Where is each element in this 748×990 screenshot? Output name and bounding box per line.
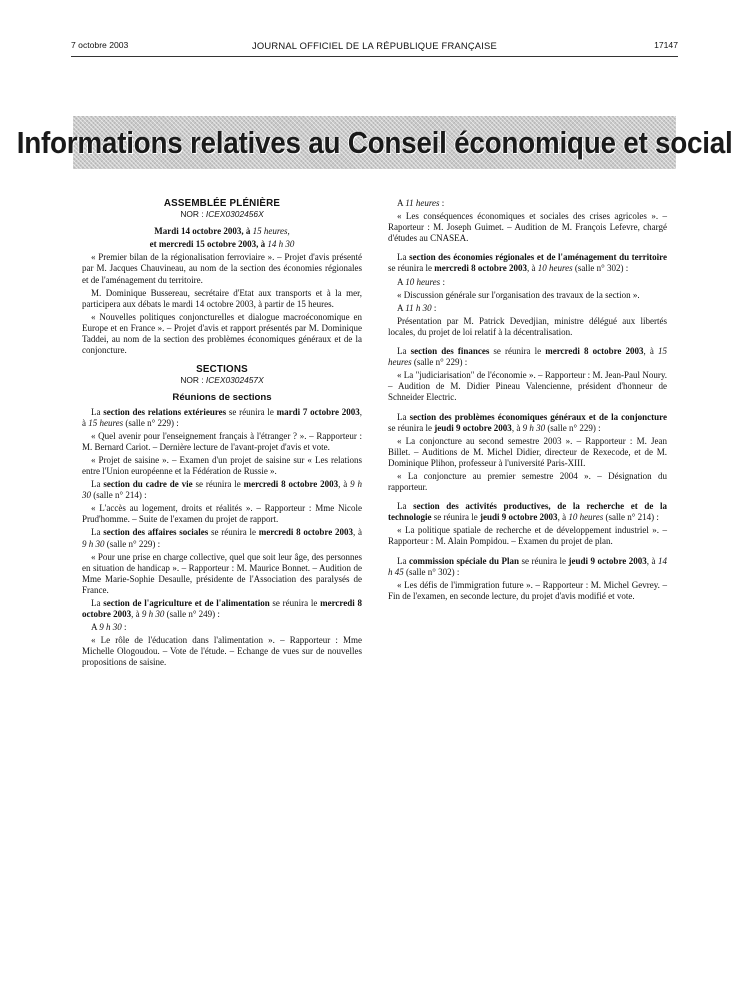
left-column	[82, 198, 362, 671]
finances-item-1: « La "judiciarisation" de l'économie ». – Rapporteur : M. Jean-Paul Noury. – Audition de M. Didier Pineau Valencienne, président d'honneur de Schneider Electric.	[388, 370, 667, 403]
problemes-item-1: « La conjoncture au second semestre 2003 ». – Rapporteur : M. Jean Billet. – Auditions de M. Michel Didier, directeur de Rexecode, et de M. Dominique Plihon, professeur à l'université Paris-XIII.	[388, 435, 667, 468]
agriculture-item-1: « Le rôle de l'éducation dans l'alimentation ». – Rapporteur : Mme Michelle Ologoudou. – Vote de l'étude. – Echange de vues sur de nouvelles propositions de saisine.	[82, 635, 362, 668]
economies-time-1: A 10 heures :	[397, 276, 445, 287]
section-activites-productives: La section des activités productives, de la recherche et de la technologie se réunira le jeudi 9 octobre 2003, à 10 heures (salle n° 214) :	[388, 501, 667, 523]
section-banner	[16, 116, 733, 169]
section-finances: La section des finances se réunira le mercredi 8 octobre 2003, à 15 heures (salle n° 229) :	[388, 346, 667, 368]
economies-item-2: Présentation par M. Patrick Devedjian, ministre délégué aux libertés locales, du projet de loi relatif à la décentralisation.	[388, 315, 667, 337]
right-column	[388, 198, 667, 604]
assembly-session-line2: et mercredi 15 octobre 2003, à 14 h 30	[149, 239, 295, 250]
problemes-item-2: « La conjoncture au premier semestre 2004 ». – Désignation du rapporteur.	[388, 470, 667, 493]
agriculture-time-2: A 11 heures :	[397, 198, 445, 208]
sections-nor: NOR : ICEX0302457X	[180, 375, 264, 386]
sections-heading: SECTIONS	[196, 364, 248, 376]
assembly-nor: NOR : ICEX0302456X	[180, 209, 264, 220]
header-page-number: 17147	[654, 40, 678, 50]
banner-title: Informations relatives au Conseil économique et social	[16, 124, 733, 160]
header-journal-title: JOURNAL OFFICIEL DE LA RÉPUBLIQUE FRANÇAISE	[252, 40, 497, 51]
economies-time-2: A 11 h 30 :	[397, 302, 437, 313]
section-agriculture: La section de l'agriculture et de l'alimentation se réunira le mercredi 8 octobre 2003, à 9 h 30 (salle n° 249) :	[82, 598, 362, 620]
assembly-paragraph-2: M. Dominique Bussereau, secrétaire d'Etat aux transports et à la mer, participera aux débats le mardi 14 octobre 2003, à partir de 15 heures.	[82, 287, 362, 309]
agriculture-time: A 9 h 30 :	[91, 622, 127, 633]
commission-item-1: « Les défis de l'immigration future ». – Rapporteur : M. Michel Gevrey. – Fin de l'examen, en seconde lecture, du projet d'avis modifié et vote.	[388, 579, 667, 601]
meetings-heading: Réunions de sections	[172, 392, 272, 404]
commission-plan: La commission spéciale du Plan se réunira le jeudi 9 octobre 2003, à 14 h 45 (salle n° 302) :	[388, 555, 667, 577]
section-problemes-economiques: La section des problèmes économiques généraux et de la conjoncture se réunira le jeudi 9 octobre 2003, à 9 h 30 (salle n° 229) :	[388, 411, 667, 433]
section-cadre-de-vie: La section du cadre de vie se réunira le mercredi 8 octobre 2003, à 9 h 30 (salle n° 214) :	[82, 479, 363, 501]
section-economies-regionales: La section des économies régionales et de l'aménagement du territoire se réunira le mercredi 8 octobre 2003, à 10 heures (salle n° 302) :	[388, 252, 667, 274]
section-relations-exterieures: La section des relations extérieures se réunira le mardi 7 octobre 2003, à 15 heures (salle n° 229) :	[82, 406, 362, 428]
affaires-sociales-item-1: « Pour une prise en charge collective, quel que soit leur âge, des personnes en situation de handicap ». – Rapporteur : M. Maurice Bonnet. – Audition de Mme Marie-Sophie Desaulle, présidente de l'Association des paralysés de France.	[82, 551, 362, 595]
assembly-paragraph-3: « Nouvelles politiques conjoncturelles et dialogue macroéconomique en Europe et en France ». – Projet d'avis et rapport présentés par M. Dominique Taddei, au nom de la section des problèmes économiques généraux et de la conjoncture.	[82, 311, 362, 356]
economies-item-1: « Discussion générale sur l'organisation des travaux de la section ».	[397, 289, 640, 300]
header-rule	[71, 56, 678, 57]
page-header	[71, 40, 678, 54]
cadre-de-vie-item-1: « L'accès au logement, droits et réalités ». – Rapporteur : Mme Nicole Prud'homme. – Suite de l'examen du projet de rapport.	[82, 503, 362, 525]
assembly-paragraph-1: « Premier bilan de la régionalisation ferroviaire ». – Projet d'avis présenté par M. Jacques Chauvineau, au nom de la section des économies régionales et de l'aménagement du territoire.	[82, 252, 362, 285]
agriculture-item-2: « Les conséquences économiques et sociales des crises agricoles ». – Raporteur : M. Joseph Guimet. – Audition de M. François Lefevre, chargé d'études au CNASEA.	[388, 211, 667, 244]
assembly-session-line1: Mardi 14 octobre 2003, à 15 heures,	[154, 226, 290, 237]
relations-item-2: « Projet de saisine ». – Examen d'un projet de saisine sur « Les relations entre l'Union européenne et la Fédération de Russie ».	[82, 454, 362, 476]
assembly-heading: ASSEMBLÉE PLÉNIÈRE	[163, 198, 281, 209]
activites-item-1: « La politique spatiale de recherche et de développement industriel ». – Rapporteur : M. Alain Pompidou. – Examen du projet de plan.	[388, 525, 667, 547]
header-date: 7 octobre 2003	[71, 40, 129, 50]
section-affaires-sociales: La section des affaires sociales se réunira le mercredi 8 octobre 2003, à 9 h 30 (salle n° 229) :	[82, 527, 362, 549]
relations-item-1: « Quel avenir pour l'enseignement français à l'étranger ? ». – Rapporteur : M. Bernard Cariot. – Dernière lecture de l'avant-projet d'avis et vote.	[82, 430, 362, 452]
